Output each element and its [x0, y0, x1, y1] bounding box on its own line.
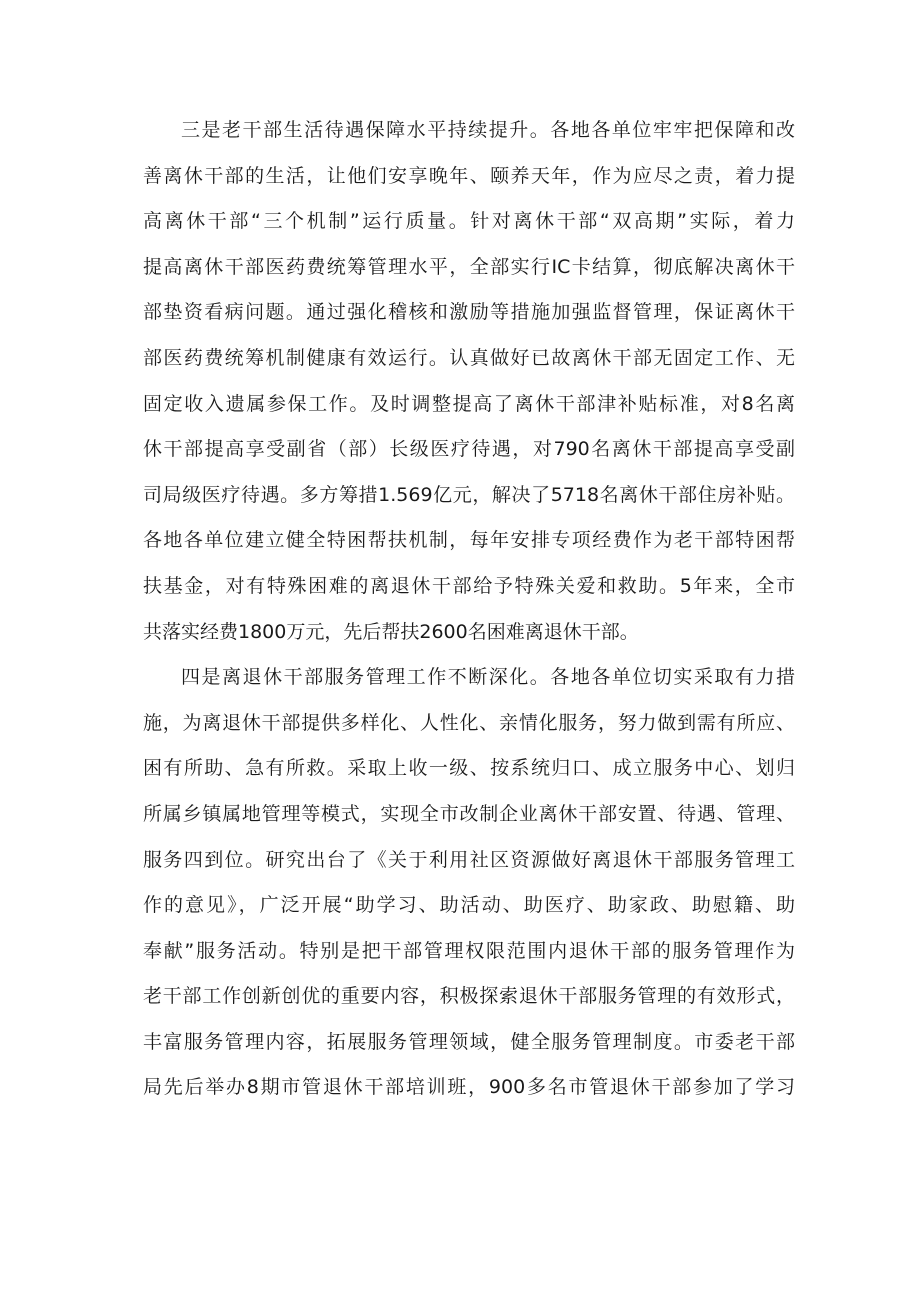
paragraph-line: 善离休干部的生活，让他们安享晚年、颐养天年，作为应尽之责，着力提	[143, 164, 795, 187]
paragraph-line: 所属乡镇属地管理等模式，实现全市改制企业离休干部安置、待遇、管理、	[143, 802, 795, 825]
paragraph-line: 四是离退休干部服务管理工作不断深化。各地各单位切实采取有力措	[181, 666, 795, 689]
paragraph-line: 丰富服务管理内容，拓展服务管理领域，健全服务管理制度。市委老干部	[143, 1030, 795, 1053]
paragraph-line: 困有所助、急有所救。采取上收一级、按系统归口、成立服务中心、划归	[143, 757, 795, 780]
document-body	[143, 108, 795, 1111]
paragraph-line: 各地各单位建立健全特困帮扶机制，每年安排专项经费作为老干部特困帮	[143, 529, 795, 552]
paragraph-line: 部医药费统筹机制健康有效运行。认真做好已故离休干部无固定工作、无	[143, 346, 795, 369]
paragraph-line: 高离休干部“三个机制”运行质量。针对离休干部“双高期”实际，着力	[143, 210, 795, 233]
paragraph-line: 服务四到位。研究出台了《关于利用社区资源做好离退休干部服务管理工	[143, 848, 795, 871]
paragraph-line: 部垫资看病问题。通过强化稽核和激励等措施加强监督管理，保证离休干	[143, 301, 795, 324]
paragraph-line: 三是老干部生活待遇保障水平持续提升。各地各单位牢牢把保障和改	[181, 119, 795, 141]
paragraph-line: 提高离休干部医药费统筹管理水平，全部实行IC卡结算，彻底解决离休干	[143, 255, 795, 278]
paragraph-line: 施，为离退休干部提供多样化、人性化、亲情化服务，努力做到需有所应、	[143, 711, 795, 734]
paragraph-line: 休干部提高享受副省（部）长级医疗待遇，对790名离休干部提高享受副	[143, 438, 795, 461]
paragraph-2	[143, 655, 795, 1111]
paragraph-line: 共落实经费1800万元，先后帮扶2600名困难离退休干部。	[143, 620, 639, 643]
paragraph-line: 作的意见》，广泛开展“助学习、助活动、助医疗、助家政、助慰籍、助	[143, 894, 795, 917]
paragraph-line: 扶基金，对有特殊困难的离退休干部给予特殊关爱和救助。5年来，全市	[143, 574, 795, 597]
paragraph-line: 局先后举办8期市管退休干部培训班，900多名市管退休干部参加了学习	[143, 1076, 795, 1099]
paragraph-1	[143, 108, 795, 655]
paragraph-line: 司局级医疗待遇。多方筹措1.569亿元，解决了5718名离休干部住房补贴。	[143, 483, 795, 506]
paragraph-line: 老干部工作创新创优的重要内容，积极探索退休干部服务管理的有效形式，	[143, 985, 795, 1008]
paragraph-line: 奉献”服务活动。特别是把干部管理权限范围内退休干部的服务管理作为	[143, 939, 795, 962]
paragraph-line: 固定收入遗属参保工作。及时调整提高了离休干部津补贴标准，对8名离	[143, 392, 795, 415]
